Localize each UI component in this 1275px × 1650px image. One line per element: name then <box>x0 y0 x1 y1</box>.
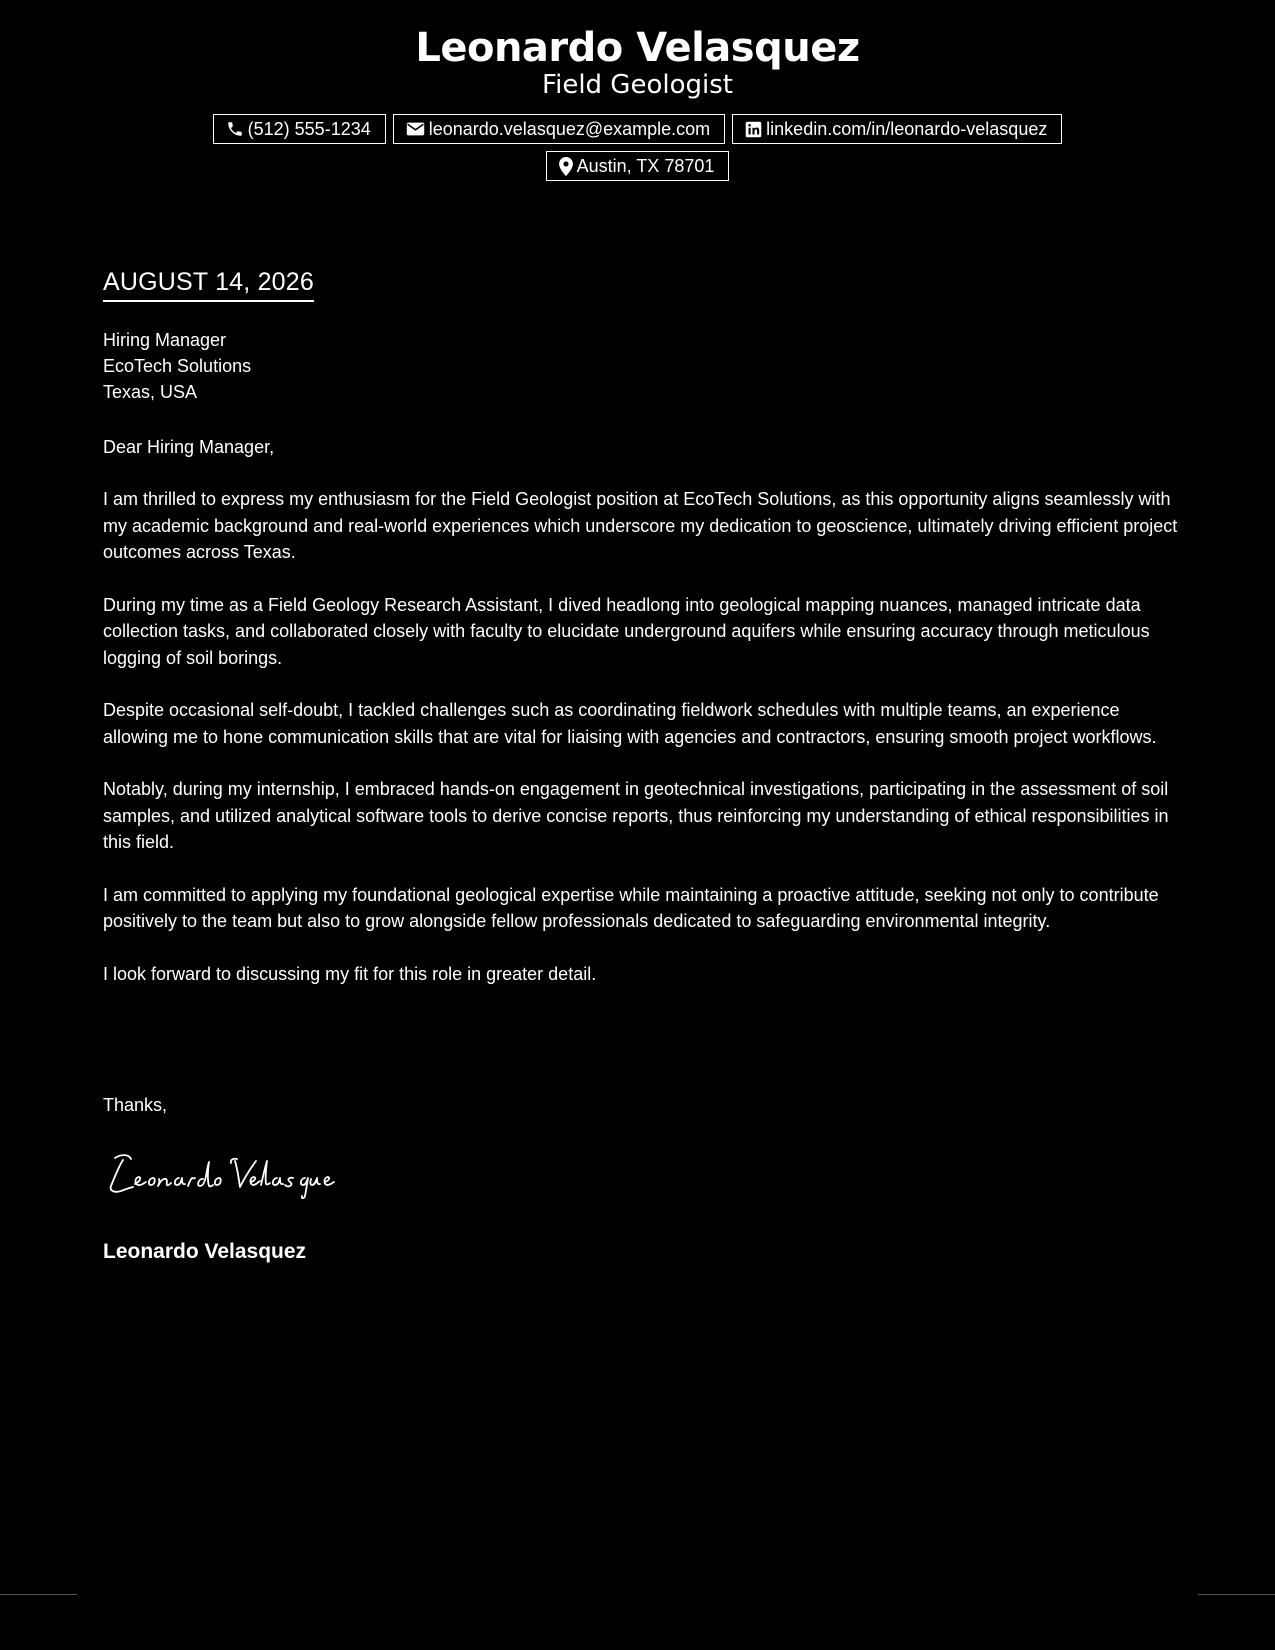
paragraph: Despite occasional self-doubt, I tackled challenges such as coordinating fieldwork schedules with multiple teams, an experience allowing me to hone communication skills that are vital for liaising with agencies and contractors, ensuring smooth project workflows. <box>103 700 1157 747</box>
recipient-name: Hiring Manager <box>103 330 227 350</box>
signature-image <box>101 1146 401 1206</box>
phone-icon <box>226 120 244 138</box>
paragraph: During my time as a Field Geology Research Assistant, I dived headlong into geological mapping nuances, managed intricate data collection tasks, and collaborated closely with faculty to elucidate underground aquifers while ensuring accuracy through meticulous logging of soil borings. <box>103 594 1150 668</box>
email-contact[interactable] <box>393 114 725 144</box>
salutation: Dear Hiring Manager, <box>103 437 275 457</box>
paragraph: I am thrilled to express my enthusiasm for the Field Geologist position at EcoTech Solutions, as this opportunity aligns seamlessly with my academic background and real-world experiences which underscore my dedication to geoscience, ultimately driving efficient project outcomes across Texas. <box>103 489 1178 562</box>
phone-contact[interactable] <box>213 114 386 144</box>
paragraph: I am committed to applying my foundational geological expertise while maintaining a proactive attitude, seeking not only to contribute positively to the team but also to grow alongside fellow professionals dedicated to safeguarding environmental integrity. <box>103 884 1159 931</box>
contact-row <box>0 151 1275 181</box>
letter-header <box>0 22 1275 100</box>
linkedin-icon <box>745 121 762 138</box>
linkedin-contact[interactable] <box>732 114 1062 144</box>
letter-paragraphs <box>103 486 1183 1013</box>
location-text: Austin, TX 78701 <box>576 155 715 176</box>
phone-text: (512) 555-1234 <box>247 118 371 139</box>
letter-date: AUGUST 14, 2026 <box>103 266 314 302</box>
recipient-block <box>103 327 251 405</box>
footer-divider <box>0 1594 77 1595</box>
map-pin-icon <box>559 157 573 176</box>
footer-divider <box>1198 1594 1275 1595</box>
paragraph: Notably, during my internship, I embraced hands-on engagement in geotechnical investigations, participating in the assessment of soil samples, and utilized analytical software tools to derive concise reports, thus reinforcing my understanding of ethical responsibilities in this field. <box>103 779 1169 852</box>
paragraph: I look forward to discussing my fit for this role in greater detail. <box>103 963 597 984</box>
email-text: leonardo.velasquez@example.com <box>428 118 711 139</box>
location-contact <box>546 151 730 181</box>
contact-row <box>0 114 1275 144</box>
signer-name: Leonardo Velasquez <box>103 1240 307 1263</box>
applicant-name: Leonardo Velasquez <box>415 25 860 71</box>
recipient-company: EcoTech Solutions <box>103 356 252 376</box>
closing: Thanks, <box>103 1095 168 1115</box>
envelope-icon <box>406 121 425 137</box>
linkedin-text: linkedin.com/in/leonardo-velasquez <box>766 118 1048 139</box>
recipient-location: Texas, USA <box>103 382 198 402</box>
applicant-title: Field Geologist <box>542 70 733 100</box>
